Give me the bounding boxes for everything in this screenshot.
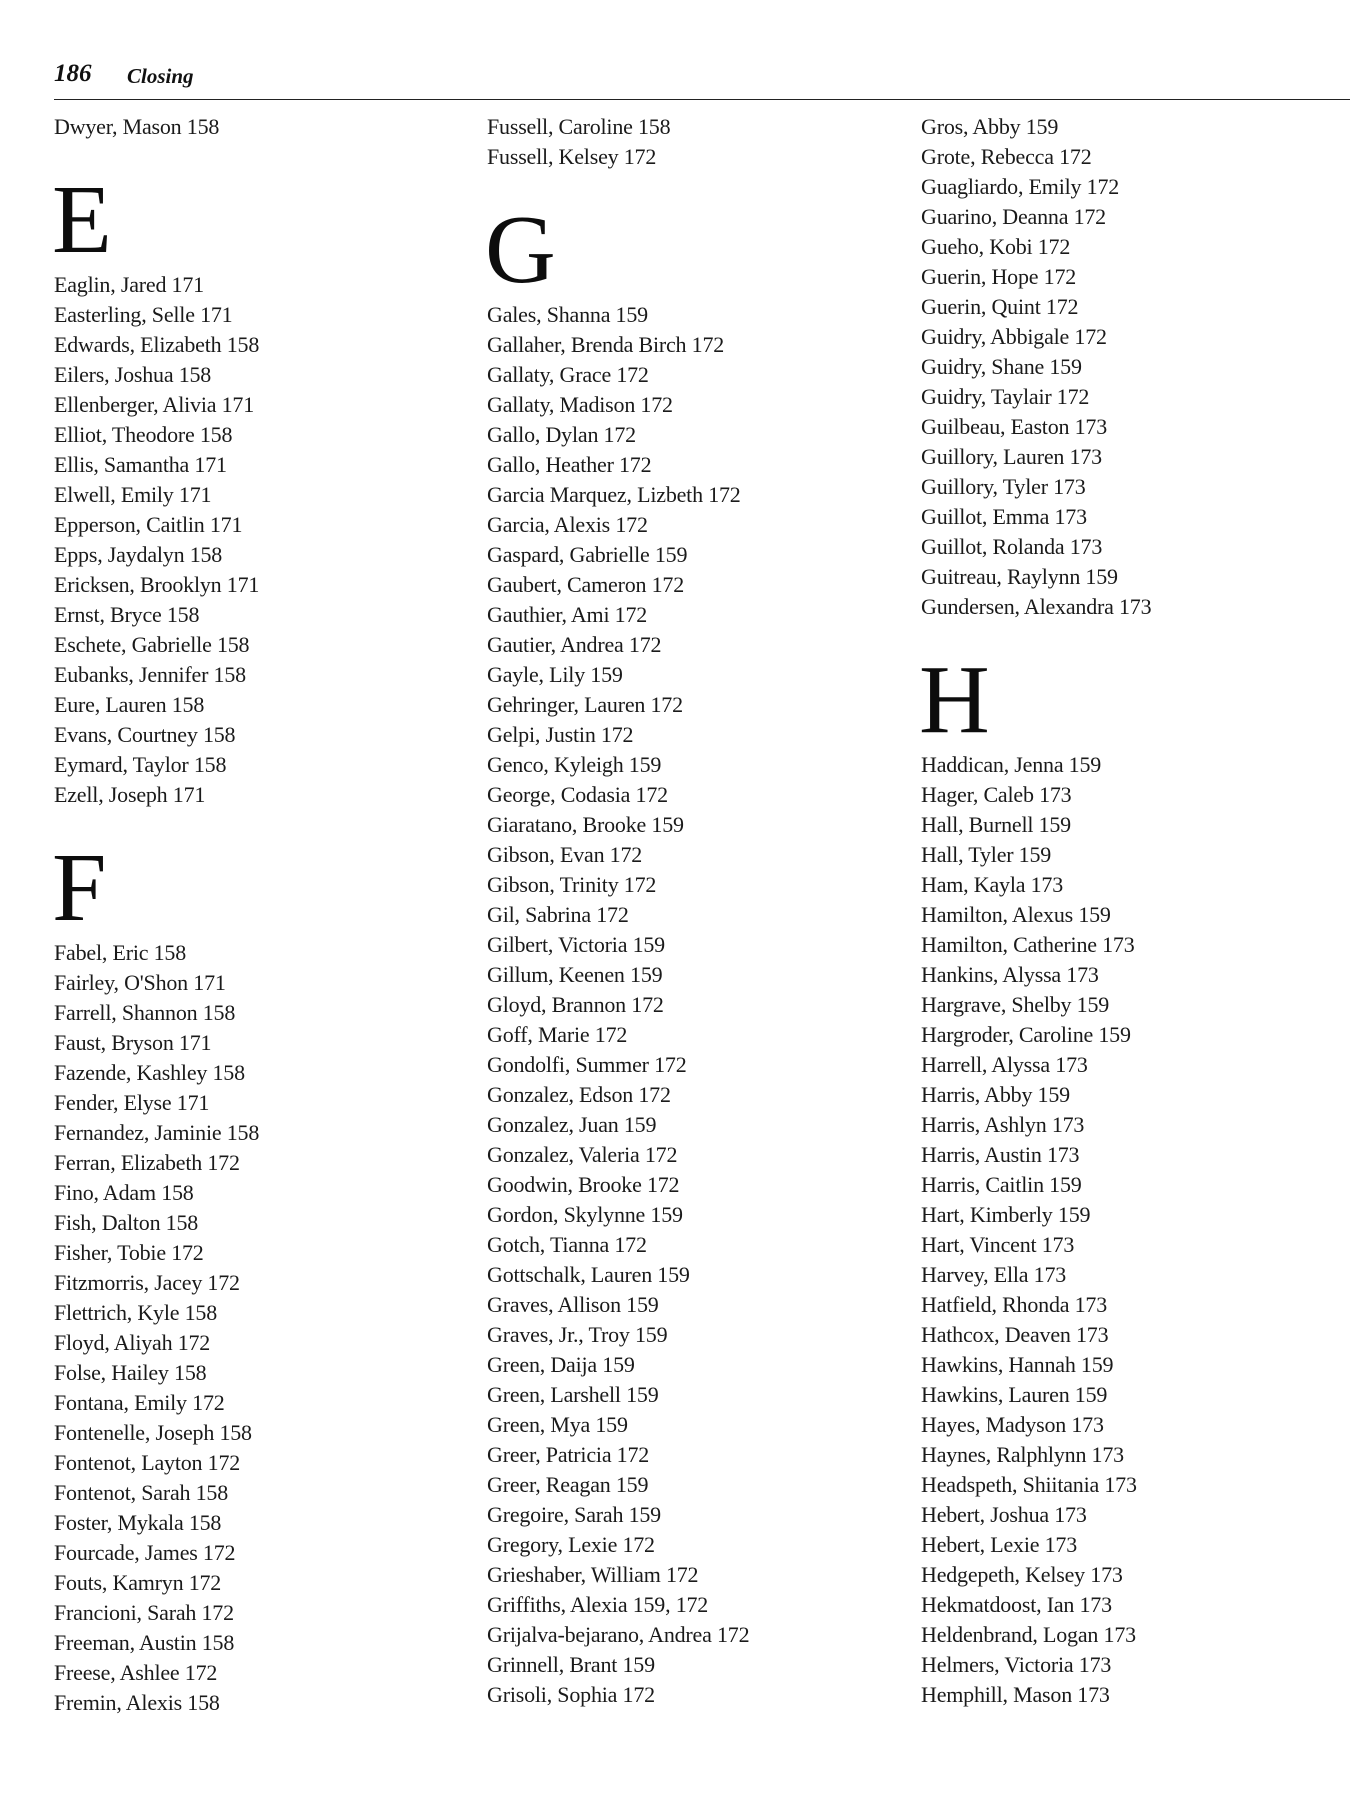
index-column-2 xyxy=(487,112,749,1710)
index-entry: Gonzalez, Juan 159 xyxy=(487,1112,657,1137)
index-entry: Ham, Kayla 173 xyxy=(921,872,1063,897)
index-group xyxy=(487,112,749,172)
index-entry: Gros, Abby 159 xyxy=(921,114,1059,139)
index-entry: Greer, Reagan 159 xyxy=(487,1472,649,1497)
index-group xyxy=(52,834,260,1718)
index-entry: Hawkins, Hannah 159 xyxy=(921,1352,1114,1377)
index-entry: Hargroder, Caroline 159 xyxy=(921,1022,1131,1047)
index-entry: Griffiths, Alexia 159, 172 xyxy=(487,1592,709,1617)
index-entry: Gallo, Dylan 172 xyxy=(487,422,636,447)
index-entry: Ellis, Samantha 171 xyxy=(54,452,227,477)
index-entry: Grote, Rebecca 172 xyxy=(921,144,1092,169)
index-entry: Guerin, Quint 172 xyxy=(921,294,1079,319)
index-group xyxy=(52,166,260,810)
index-entry: Epperson, Caitlin 171 xyxy=(54,512,243,537)
letter-heading-block xyxy=(52,834,259,942)
index-entry: Gotch, Tianna 172 xyxy=(487,1232,647,1257)
index-entry: Gonzalez, Valeria 172 xyxy=(487,1142,678,1167)
index-entry: Floyd, Aliyah 172 xyxy=(54,1330,211,1355)
index-entry: Fussell, Kelsey 172 xyxy=(487,144,657,169)
index-entry: Gallaty, Madison 172 xyxy=(487,392,673,417)
index-entry: Fontenot, Sarah 158 xyxy=(54,1480,229,1505)
index-entry: Guarino, Deanna 172 xyxy=(921,204,1106,229)
index-entry: Hamilton, Catherine 173 xyxy=(921,932,1135,957)
index-entry: Ellenberger, Alivia 171 xyxy=(54,392,255,417)
index-entry: Haynes, Ralphlynn 173 xyxy=(921,1442,1124,1467)
letter-heading: E xyxy=(52,166,112,274)
index-entry: Hemphill, Mason 173 xyxy=(921,1682,1110,1707)
index-entry: Hebert, Lexie 173 xyxy=(921,1532,1078,1557)
index-entry: Dwyer, Mason 158 xyxy=(54,114,220,139)
letter-heading: G xyxy=(485,196,556,304)
index-entry: Fontenelle, Joseph 158 xyxy=(54,1420,252,1445)
index-entry: Helmers, Victoria 173 xyxy=(921,1652,1112,1677)
index-entry: Graves, Jr., Troy 159 xyxy=(487,1322,668,1347)
index-entry: Epps, Jaydalyn 158 xyxy=(54,542,223,567)
index-entry: Fussell, Caroline 158 xyxy=(487,114,671,139)
index-entry: Harrell, Alyssa 173 xyxy=(921,1052,1088,1077)
index-entry: Fernandez, Jaminie 158 xyxy=(54,1120,260,1145)
index-entry: Fitzmorris, Jacey 172 xyxy=(54,1270,240,1295)
index-entry: Guillory, Lauren 173 xyxy=(921,444,1102,469)
index-entry: Hawkins, Lauren 159 xyxy=(921,1382,1108,1407)
index-entry: Fairley, O'Shon 171 xyxy=(54,970,226,995)
index-entry: Hall, Tyler 159 xyxy=(921,842,1052,867)
index-entry: Ezell, Joseph 171 xyxy=(54,782,206,807)
index-entry: Harris, Abby 159 xyxy=(921,1082,1070,1107)
index-entry: Gil, Sabrina 172 xyxy=(487,902,629,927)
index-entry: Hayes, Madyson 173 xyxy=(921,1412,1104,1437)
index-entry: Gundersen, Alexandra 173 xyxy=(921,594,1152,619)
index-entry: Freese, Ashlee 172 xyxy=(54,1660,218,1685)
index-group xyxy=(921,112,1151,622)
letter-heading-block xyxy=(919,646,1151,754)
index-entry: Easterling, Selle 171 xyxy=(54,302,233,327)
index-entry: Ernst, Bryce 158 xyxy=(54,602,200,627)
index-entry: Grinnell, Brant 159 xyxy=(487,1652,655,1677)
index-entry: Fisher, Tobie 172 xyxy=(54,1240,204,1265)
letter-heading-block xyxy=(52,166,259,274)
index-entry: Gregory, Lexie 172 xyxy=(487,1532,655,1557)
index-entry: Green, Mya 159 xyxy=(487,1412,628,1437)
index-entry: Greer, Patricia 172 xyxy=(487,1442,650,1467)
index-entry: Fontenot, Layton 172 xyxy=(54,1450,241,1475)
index-entry: Fazende, Kashley 158 xyxy=(54,1060,245,1085)
index-entry: Fish, Dalton 158 xyxy=(54,1210,199,1235)
index-entry: Giaratano, Brooke 159 xyxy=(487,812,684,837)
index-entry: George, Codasia 172 xyxy=(487,782,668,807)
index-entry: Harris, Austin 173 xyxy=(921,1142,1080,1167)
index-entry: Genco, Kyleigh 159 xyxy=(487,752,662,777)
index-entry: Fourcade, James 172 xyxy=(54,1540,236,1565)
index-entry: Eymard, Taylor 158 xyxy=(54,752,227,777)
index-entry: Gregoire, Sarah 159 xyxy=(487,1502,661,1527)
index-entry: Foster, Mykala 158 xyxy=(54,1510,222,1535)
index-entry: Folse, Hailey 158 xyxy=(54,1360,207,1385)
index-entry: Elliot, Theodore 158 xyxy=(54,422,233,447)
index-entry: Garcia Marquez, Lizbeth 172 xyxy=(487,482,741,507)
index-entry: Gallaty, Grace 172 xyxy=(487,362,649,387)
index-entry: Gautier, Andrea 172 xyxy=(487,632,662,657)
index-entry: Hart, Vincent 173 xyxy=(921,1232,1075,1257)
index-entry: Eschete, Gabrielle 158 xyxy=(54,632,250,657)
page-number: 186 xyxy=(54,60,92,87)
index-entry: Gloyd, Brannon 172 xyxy=(487,992,664,1017)
index-entry: Fabel, Eric 158 xyxy=(54,940,187,965)
index-entry: Eure, Lauren 158 xyxy=(54,692,205,717)
index-entry: Farrell, Shannon 158 xyxy=(54,1000,236,1025)
index-entry: Eubanks, Jennifer 158 xyxy=(54,662,246,687)
index-entry: Grisoli, Sophia 172 xyxy=(487,1682,655,1707)
index-group xyxy=(54,112,259,142)
page-header xyxy=(54,56,1350,100)
index-column-3 xyxy=(921,112,1151,1710)
index-entry: Gilbert, Victoria 159 xyxy=(487,932,665,957)
index-entry: Gales, Shanna 159 xyxy=(487,302,648,327)
index-entry: Guillot, Rolanda 173 xyxy=(921,534,1103,559)
index-entry: Hedgepeth, Kelsey 173 xyxy=(921,1562,1123,1587)
index-entry: Gillum, Keenen 159 xyxy=(487,962,663,987)
letter-heading-block xyxy=(485,196,749,304)
index-entry: Gueho, Kobi 172 xyxy=(921,234,1071,259)
index-entry: Guagliardo, Emily 172 xyxy=(921,174,1120,199)
index-entry: Garcia, Alexis 172 xyxy=(487,512,648,537)
index-entry: Hathcox, Deaven 173 xyxy=(921,1322,1109,1347)
index-entry: Fender, Elyse 171 xyxy=(54,1090,210,1115)
index-entry: Fouts, Kamryn 172 xyxy=(54,1570,222,1595)
index-entry: Guidry, Abbigale 172 xyxy=(921,324,1107,349)
index-entry: Gayle, Lily 159 xyxy=(487,662,623,687)
index-entry: Gaspard, Gabrielle 159 xyxy=(487,542,688,567)
index-entry: Guerin, Hope 172 xyxy=(921,264,1077,289)
index-entry: Guillory, Tyler 173 xyxy=(921,474,1086,499)
index-entry: Gaubert, Cameron 172 xyxy=(487,572,684,597)
index-entry: Guilbeau, Easton 173 xyxy=(921,414,1108,439)
letter-heading: H xyxy=(919,646,990,754)
index-entry: Gibson, Trinity 172 xyxy=(487,872,657,897)
index-entry: Graves, Allison 159 xyxy=(487,1292,659,1317)
index-entry: Harris, Ashlyn 173 xyxy=(921,1112,1085,1137)
index-entry: Gallo, Heather 172 xyxy=(487,452,652,477)
section-title: Closing xyxy=(127,64,194,88)
index-entry: Gottschalk, Lauren 159 xyxy=(487,1262,690,1287)
index-entry: Hall, Burnell 159 xyxy=(921,812,1071,837)
index-entry: Green, Daija 159 xyxy=(487,1352,635,1377)
index-group xyxy=(919,646,1151,1710)
index-entry: Hatfield, Rhonda 173 xyxy=(921,1292,1108,1317)
index-entry: Harris, Caitlin 159 xyxy=(921,1172,1082,1197)
index-entry: Heldenbrand, Logan 173 xyxy=(921,1622,1136,1647)
index-entry: Gallaher, Brenda Birch 172 xyxy=(487,332,725,357)
index-entry: Hekmatdoost, Ian 173 xyxy=(921,1592,1112,1617)
index-entry: Hart, Kimberly 159 xyxy=(921,1202,1091,1227)
index-entry: Hargrave, Shelby 159 xyxy=(921,992,1110,1017)
index-entry: Headspeth, Shiitania 173 xyxy=(921,1472,1137,1497)
index-entry: Gehringer, Lauren 172 xyxy=(487,692,683,717)
index-entry: Eilers, Joshua 158 xyxy=(54,362,212,387)
index-entry: Guidry, Taylair 172 xyxy=(921,384,1090,409)
index-entry: Fino, Adam 158 xyxy=(54,1180,194,1205)
index-entry: Fontana, Emily 172 xyxy=(54,1390,225,1415)
index-entry: Hager, Caleb 173 xyxy=(921,782,1072,807)
index-entry: Edwards, Elizabeth 158 xyxy=(54,332,260,357)
index-entry: Guitreau, Raylynn 159 xyxy=(921,564,1118,589)
index-entry: Goodwin, Brooke 172 xyxy=(487,1172,680,1197)
index-entry: Fremin, Alexis 158 xyxy=(54,1690,220,1715)
index-entry: Grieshaber, William 172 xyxy=(487,1562,699,1587)
index-entry: Green, Larshell 159 xyxy=(487,1382,659,1407)
index-entry: Guidry, Shane 159 xyxy=(921,354,1082,379)
index-entry: Gondolfi, Summer 172 xyxy=(487,1052,687,1077)
index-entry: Evans, Courtney 158 xyxy=(54,722,236,747)
index-entry: Gonzalez, Edson 172 xyxy=(487,1082,671,1107)
index-entry: Hankins, Alyssa 173 xyxy=(921,962,1099,987)
index-entry: Ericksen, Brooklyn 171 xyxy=(54,572,260,597)
index-entry: Harvey, Ella 173 xyxy=(921,1262,1067,1287)
index-entry: Ferran, Elizabeth 172 xyxy=(54,1150,240,1175)
index-entry: Flettrich, Kyle 158 xyxy=(54,1300,218,1325)
index-entry: Elwell, Emily 171 xyxy=(54,482,212,507)
index-entry: Faust, Bryson 171 xyxy=(54,1030,212,1055)
index-entry: Gelpi, Justin 172 xyxy=(487,722,634,747)
index-entry: Grijalva-bejarano, Andrea 172 xyxy=(487,1622,750,1647)
index-entry: Guillot, Emma 173 xyxy=(921,504,1087,529)
index-group xyxy=(485,196,750,1710)
index-column-1 xyxy=(54,112,259,1718)
index-entry: Gibson, Evan 172 xyxy=(487,842,643,867)
index-entry: Eaglin, Jared 171 xyxy=(54,272,204,297)
index-entry: Goff, Marie 172 xyxy=(487,1022,628,1047)
index-entry: Haddican, Jenna 159 xyxy=(921,752,1102,777)
index-entry: Gordon, Skylynne 159 xyxy=(487,1202,683,1227)
index-entry: Hebert, Joshua 173 xyxy=(921,1502,1087,1527)
letter-heading: F xyxy=(52,834,107,942)
index-entry: Freeman, Austin 158 xyxy=(54,1630,235,1655)
index-entry: Gauthier, Ami 172 xyxy=(487,602,648,627)
index-entry: Francioni, Sarah 172 xyxy=(54,1600,234,1625)
index-entry: Hamilton, Alexus 159 xyxy=(921,902,1111,927)
